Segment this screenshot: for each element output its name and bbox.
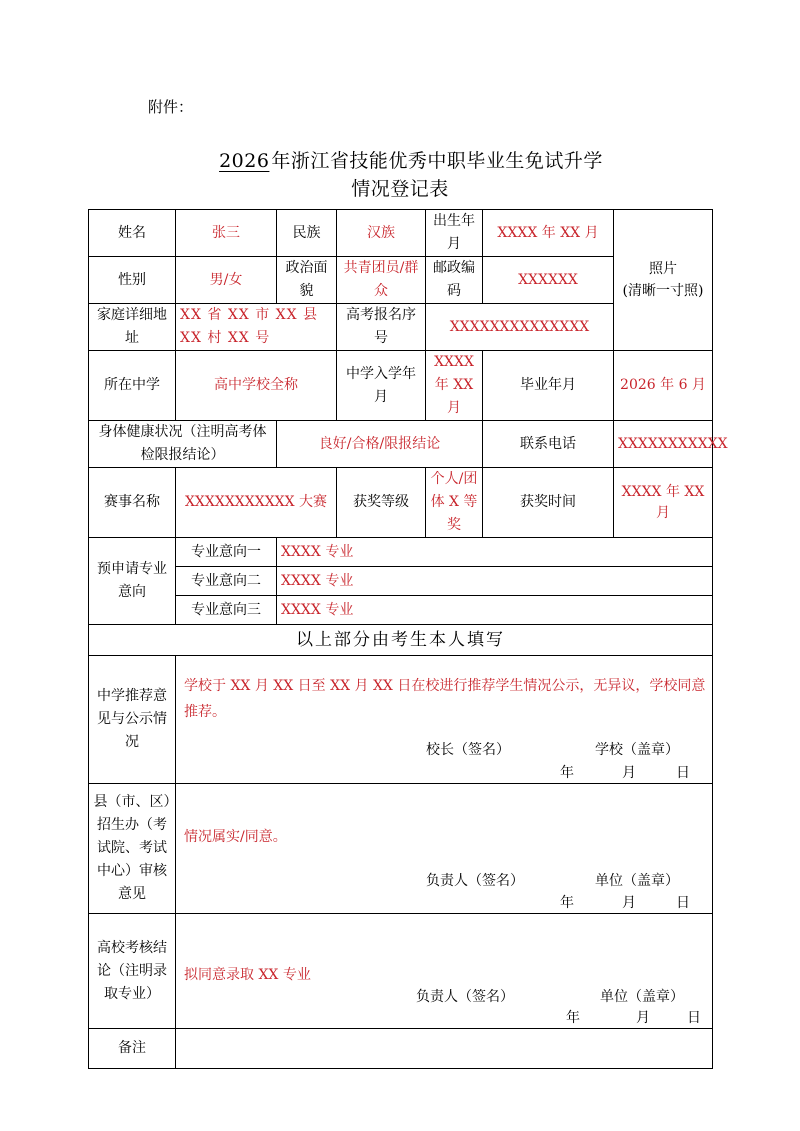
- address-label: 家庭详细地址: [89, 304, 176, 351]
- grad-field[interactable]: 2026 年 6 月: [614, 351, 713, 421]
- contest-label: 赛事名称: [89, 468, 176, 538]
- county-opinion-text: 情况属实/同意。: [184, 829, 287, 845]
- gender-field[interactable]: 男/女: [176, 257, 277, 304]
- ethnicity-label: 民族: [277, 210, 337, 257]
- school-label: 所在中学: [89, 351, 176, 421]
- birth-label: 出生年月: [426, 210, 483, 257]
- ethnicity-field[interactable]: 汉族: [337, 210, 426, 257]
- name-label: 姓名: [89, 210, 176, 257]
- pre-apply-label: 预申请专业意向: [89, 538, 176, 625]
- school-date-month: 月: [622, 765, 636, 781]
- school-stamp-label: 学校（盖章）: [595, 742, 679, 758]
- college-opinion-field[interactable]: [176, 914, 713, 1029]
- form-title: [0, 146, 800, 173]
- attachment-label: 附件：: [148, 98, 194, 116]
- award-time-field[interactable]: XXXX 年 XX 月: [614, 468, 713, 538]
- college-date-day: 日: [687, 1010, 701, 1026]
- college-unit-stamp-label: 单位（盖章）: [600, 989, 684, 1005]
- address-field[interactable]: XX 省 XX 市 XX 县 XX 村 XX 号: [176, 304, 337, 351]
- school-opinion-text: 学校于 XX 月 XX 日至 XX 月 XX 日在校进行推荐学生情况公示，无异议，学校同意推荐。: [184, 678, 706, 720]
- responsible-signature-label: 负责人（签名）: [426, 873, 524, 889]
- political-label: 政治面貌: [277, 257, 337, 304]
- school-opinion-field[interactable]: [176, 656, 713, 784]
- form-subtitle: 情况登记表: [351, 178, 449, 200]
- award-level-field[interactable]: 个人/团体 X 等奖: [426, 468, 483, 538]
- major-2-field[interactable]: XXXX 专业: [277, 567, 713, 596]
- award-level-label: 获奖等级: [337, 468, 426, 538]
- enroll-label: 中学入学年月: [337, 351, 426, 421]
- gender-label: 性别: [89, 257, 176, 304]
- photo-box[interactable]: 照片 (清晰一寸照): [614, 210, 713, 351]
- registration-form: [88, 209, 728, 1069]
- grad-label: 毕业年月: [483, 351, 614, 421]
- exam-no-field[interactable]: XXXXXXXXXXXXXX: [426, 304, 614, 351]
- political-field[interactable]: 共青团员/群众: [337, 257, 426, 304]
- county-date-day: 日: [676, 895, 690, 911]
- self-fill-note: 以上部分由考生本人填写: [89, 625, 713, 656]
- college-date-month: 月: [636, 1010, 650, 1026]
- major-3-field[interactable]: XXXX 专业: [277, 596, 713, 625]
- school-opinion-label: 中学推荐意见与公示情况: [89, 656, 176, 784]
- contest-field[interactable]: XXXXXXXXXXX 大赛: [176, 468, 337, 538]
- name-field[interactable]: 张三: [176, 210, 277, 257]
- title-year: 2026: [219, 150, 270, 172]
- school-date-year: 年: [560, 765, 574, 781]
- postal-label: 邮政编码: [426, 257, 483, 304]
- postal-field[interactable]: XXXXXX: [483, 257, 614, 304]
- school-field[interactable]: 高中学校全称: [176, 351, 337, 421]
- school-date-day: 日: [676, 765, 690, 781]
- major-3-label: 专业意向三: [176, 596, 277, 625]
- award-time-label: 获奖时间: [483, 468, 614, 538]
- major-2-label: 专业意向二: [176, 567, 277, 596]
- county-opinion-label: 县（市、区）招生办（考试院、考试中心）审核意见: [89, 784, 176, 914]
- county-opinion-field[interactable]: [176, 784, 713, 914]
- county-date-year: 年: [560, 895, 574, 911]
- college-date-year: 年: [566, 1010, 580, 1026]
- major-1-label: 专业意向一: [176, 538, 277, 567]
- unit-stamp-label: 单位（盖章）: [595, 873, 679, 889]
- county-date-month: 月: [622, 895, 636, 911]
- major-1-field[interactable]: XXXX 专业: [277, 538, 713, 567]
- college-responsible-signature-label: 负责人（签名）: [416, 989, 514, 1005]
- exam-no-label: 高考报名序号: [337, 304, 426, 351]
- principal-signature-label: 校长（签名）: [426, 742, 510, 758]
- birth-field[interactable]: XXXX 年 XX 月: [483, 210, 614, 257]
- enroll-field[interactable]: XXXX 年 XX 月: [426, 351, 483, 421]
- title-text: 年浙江省技能优秀中职毕业生免试升学: [271, 150, 603, 172]
- college-opinion-label: 高校考核结论（注明录取专业）: [89, 914, 176, 1029]
- remark-label: 备注: [89, 1029, 176, 1069]
- college-opinion-text: 拟同意录取 XX 专业: [184, 967, 311, 983]
- health-label: 身体健康状况（注明高考体检限报结论）: [89, 421, 277, 468]
- health-field[interactable]: 良好/合格/限报结论: [277, 421, 483, 468]
- remark-field[interactable]: [176, 1029, 713, 1069]
- phone-field[interactable]: XXXXXXXXXXX: [614, 421, 713, 468]
- phone-label: 联系电话: [483, 421, 614, 468]
